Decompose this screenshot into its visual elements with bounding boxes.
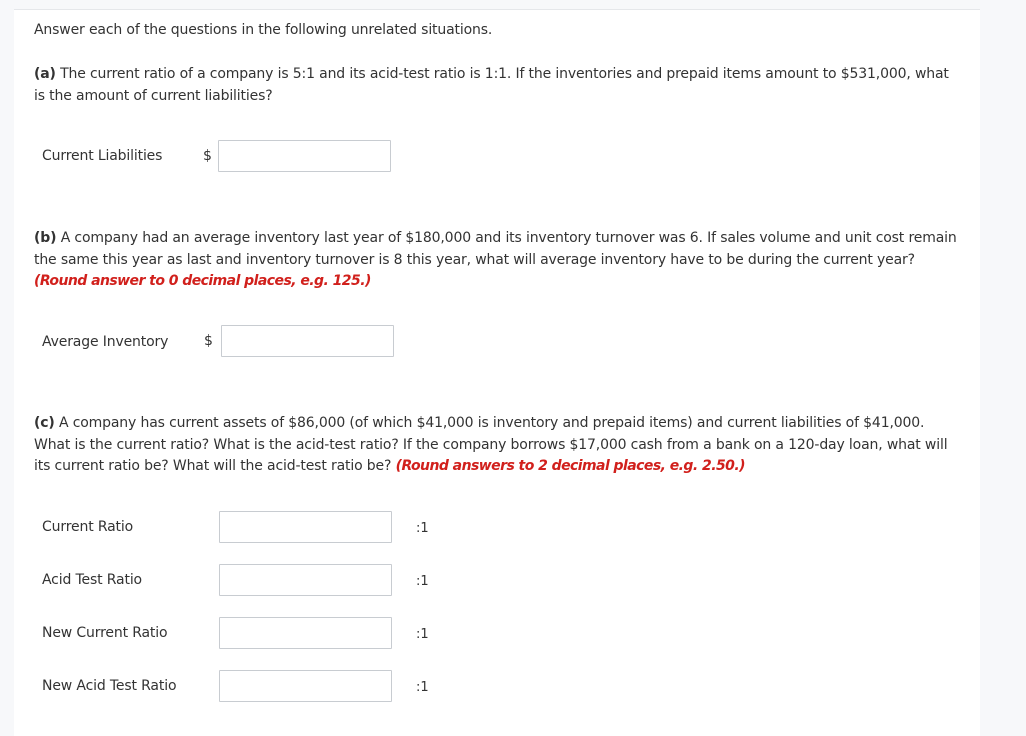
part-c-letter: (c)	[34, 415, 55, 431]
part-b-question	[34, 228, 962, 293]
average-inventory-label: Average Inventory	[42, 334, 169, 350]
new-current-ratio-input[interactable]	[219, 617, 392, 649]
part-c-question	[34, 413, 962, 478]
acid-test-ratio-suffix: :1	[416, 574, 429, 589]
new-acid-test-ratio-label: New Acid Test Ratio	[42, 678, 177, 694]
part-a-letter: (a)	[34, 66, 56, 82]
current-liabilities-label: Current Liabilities	[42, 148, 163, 164]
part-a-question	[34, 64, 962, 107]
average-inventory-input[interactable]	[221, 325, 394, 357]
acid-test-ratio-label: Acid Test Ratio	[42, 572, 142, 588]
current-ratio-input[interactable]	[219, 511, 392, 543]
average-inventory-currency: $	[204, 333, 213, 349]
current-ratio-label: Current Ratio	[42, 519, 134, 535]
part-b-question-text: A company had an average inventory last year of $180,000 and its inventory turnover was 6. If sales volume and unit cost remain the same this year as last and inventory turnover is 8 this year, what will average inventory have to be during the current year?	[34, 230, 957, 268]
part-c-rounding-hint: (Round answers to 2 decimal places, e.g. 2.50.)	[395, 458, 745, 474]
current-liabilities-input[interactable]	[218, 140, 391, 172]
new-acid-test-ratio-suffix: :1	[416, 680, 429, 695]
new-acid-test-ratio-input[interactable]	[219, 670, 392, 702]
question-panel	[14, 9, 980, 736]
new-current-ratio-suffix: :1	[416, 627, 429, 642]
part-b-letter: (b)	[34, 230, 57, 246]
new-current-ratio-label: New Current Ratio	[42, 625, 168, 641]
part-a-question-text: The current ratio of a company is 5:1 and its acid-test ratio is 1:1. If the inventories and prepaid items amount to $531,000, what is the amount of current liabilities?	[34, 66, 949, 104]
part-c-question-text: A company has current assets of $86,000 (of which $41,000 is inventory and prepaid items) and current liabilities of $41,000. What is the current ratio? What is the acid-test ratio? If the company borrows $17,000 cash from a bank on a 120-day loan, what will its current ratio be? What will the acid-test ratio be?	[34, 415, 948, 474]
part-b-rounding-hint: (Round answer to 0 decimal places, e.g. 125.)	[34, 273, 371, 289]
acid-test-ratio-input[interactable]	[219, 564, 392, 596]
current-ratio-suffix: :1	[416, 521, 429, 536]
instructions-text: Answer each of the questions in the following unrelated situations.	[34, 22, 493, 38]
current-liabilities-currency: $	[203, 148, 212, 164]
